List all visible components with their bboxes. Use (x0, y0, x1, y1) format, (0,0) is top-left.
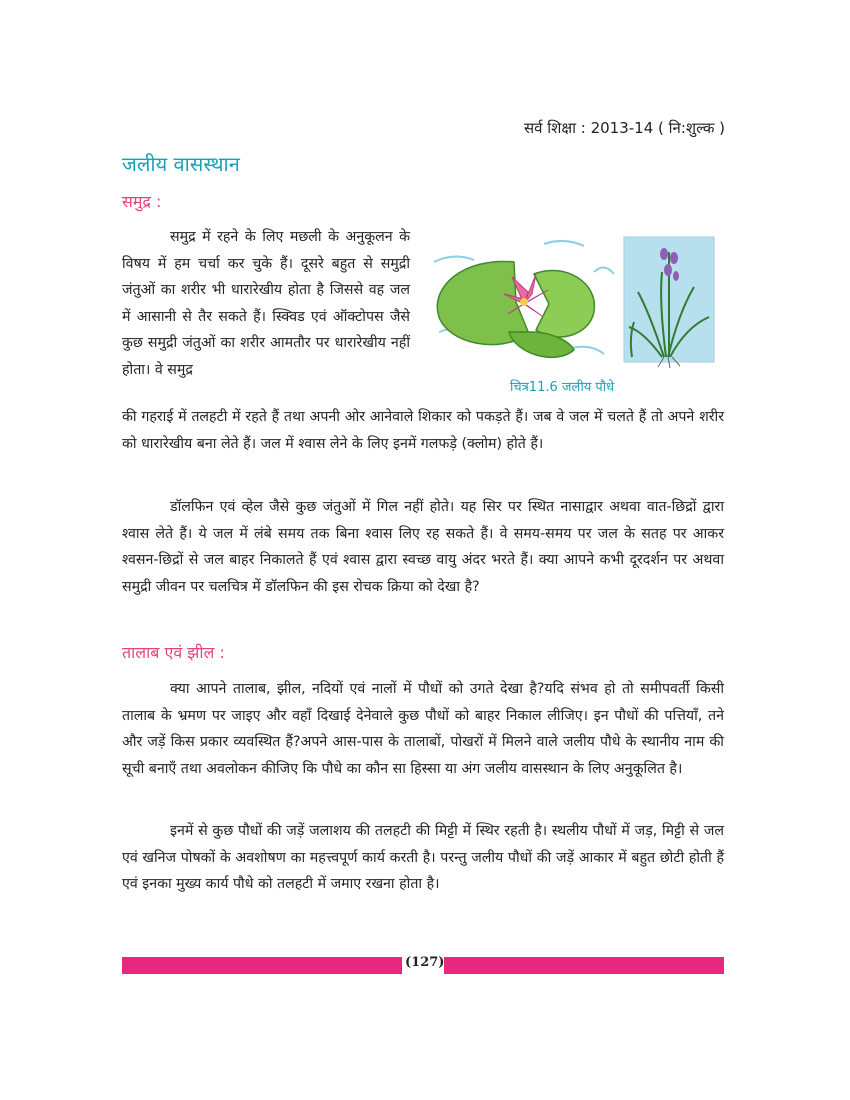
lily-pad-right (534, 270, 594, 337)
page-number: (127) (405, 955, 445, 970)
section-title: जलीय वासस्थान (122, 152, 240, 176)
aquatic-plants-illustration (424, 232, 724, 372)
sea-paragraph-2: डॉलफिन एवं व्हेल जैसे कुछ जंतुओं में गिल नहीं होते। यह सिर पर स्थित नासाद्वार अथवा वात-छिद्रों द्वारा श्वास लेते हैं। ये जल में लंबे समय तक बिना श्वास लिए रह सकते हैं। वे समय-समय पर जल के सतह पर आकर श्वसन-छिद्रों से जल बाहर निकालते हैं एवं श्वास द्वारा स्वच्छ वायु अंदर भरते हैं। क्या आपने कभी दूरदर्शन पर अथवा समुद्री जीवन पर चलचित्र में डॉलफिन की इस रोचक क्रिया को देखा है? (122, 499, 724, 595)
sea-paragraph-1-full: की गहराई में तलहटी में रहते हैं तथा अपनी ओर आनेवाले शिकार को पकड़ते हैं। जब वे जल में चलते हैं तो अपने शरीर को धारारेखीय बना लेते हैं। जल में श्वास लेने के लिए इनमें गलफड़े (क्लोम) होते हैं। (122, 409, 724, 452)
pond-paragraph-2: इनमें से कुछ पौधों की जड़ें जलाशय की तलहटी की मिट्टी में स्थिर रहती है। स्थलीय पौधों में जड़, मिट्टी से जल एवं खनिज पोषकों के अवशोषण का महत्त्वपूर्ण कार्य करती है। परन्तु जलीय पौधों की जड़ें आकार में बहुत छोटी होती हैं एवं इनका मुख्य कार्य पौधे को तलहटी में जमाए रखना होता है। (122, 823, 724, 892)
sea-paragraph-1-wrap: समुद्र में रहने के लिए मछली के अनुकूलन के विषय में हम चर्चा कर चुके हैं। दूसरे बहुत से समुद्री जंतुओं का शरीर भी धारारेखीय होता है जिससे वह जल में आसानी से तैर सकते हैं। स्क्विड एवं ऑक्टोपस जैसे कुछ समुद्री जंतुओं का शरीर आमतौर पर धारारेखीय नहीं होता। वे समुद्र (122, 229, 410, 378)
figure-caption: चित्र11.6 जलीय पौधे (510, 380, 615, 395)
pond-heading: तालाब एवं झील : (122, 643, 225, 662)
footer-bar-right (444, 957, 724, 974)
footer-bar-left (122, 957, 402, 974)
pond-paragraph-1: क्या आपने तालाब, झील, नदियों एवं नालों में पौधों को उगते देखा है?यदि संभव हो तो समीपवर्ती किसी तालाब के भ्रमण पर जाइए और वहाँ दिखाई देनेवाले कुछ पौधों को बाहर निकाल लीजिए। इन पौधों की पत्तियाँ, तने और जड़ें किस प्रकार व्यवस्थित हैं?अपने आस-पास के तालाबों, पोखरों में मिलने वाले जलीय पौधे के स्थानीय नाम की सूची बनाएँ तथा अवलोकन कीजिए कि पौधे का कौन सा हिस्सा या अंग जलीय वासस्थान के लिए अनुकूलित है। (122, 681, 724, 777)
sea-heading: समुद्र : (122, 192, 162, 211)
header-note: सर्व शिक्षा : 2013-14 ( नि:शुल्क ) (524, 119, 725, 137)
